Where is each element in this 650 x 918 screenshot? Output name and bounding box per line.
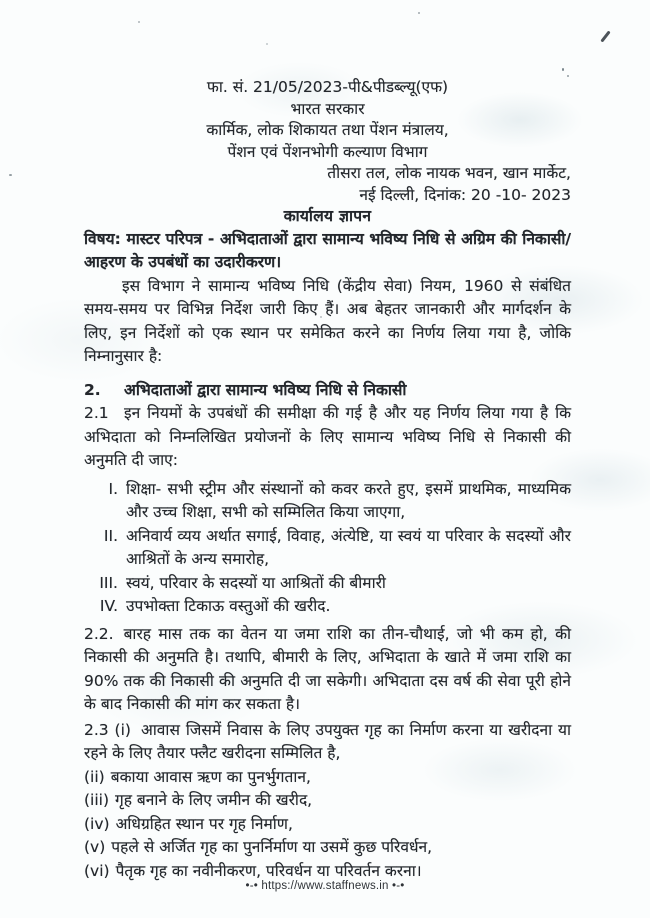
para-2-2 [84,623,571,717]
item-text: अनिवार्य व्यय अर्थात सगाई, विवाह, अंत्येष्टि, या स्वयं या परिवार के सदस्यों और आश्रितों के अन्य समारोह, [126,526,571,568]
item-marker: (iv) [84,814,110,833]
item-marker: I. [108,479,118,498]
memo-heading: कार्यालय ज्ञापन [283,207,372,225]
item-marker: (v) [84,838,106,856]
item-text: अधिग्रहित स्थान पर गृह निर्माण, [115,814,293,833]
section-title: अभिदाताओं द्वारा सामान्य भविष्य निधि से निकासी [124,380,407,399]
place-date-line: नई दिल्ली, दिनांक: 20 -10- 2023 [359,185,571,204]
section-2-heading [84,379,571,403]
para-2-1-text: इन नियमों के उपबंधों की समीक्षा की गई है और यह निर्णय लिया गया है कि अभिदाता को निम्नलिखित प्रयोजनों के लिए सामान्य भविष्य निधि से निकासी की अनुमति दी जाए: [84,404,571,469]
item-text: पैतृक गृह का नवीनीकरण, परिवर्धन या परिवर्तन करना। [115,861,422,880]
list-item [84,525,571,572]
item-text: स्वयं, परिवार के सदस्यों या आश्रितों की बीमारी [126,573,386,592]
para-2-1 [84,402,571,473]
scan-speck [9,174,12,176]
subject-line: विषय: मास्टर परिपत्र - अभिदाताओं द्वारा सामान्य भविष्य निधि से अग्रिम की निकासी/आहरण के उपबंधों का उदारीकरण। [84,229,571,271]
list-item [84,572,571,596]
para-2-3 [84,719,571,766]
item-text: बकाया आवास ऋण का पुनर्भुगतान, [110,767,311,786]
list-item [84,789,571,813]
department-name: पेंशन एवं पेंशनभोगी कल्याण विभाग [227,142,428,161]
item-marker: (vi) [84,861,110,880]
para-2-1-number: 2.1 [84,404,109,422]
address-line: तीसरा तल, लोक नायक भवन, खान मार्केट, [327,164,571,182]
withdrawal-purposes-list [84,478,571,619]
item-text: उपभोक्ता टिकाऊ वस्तुओं की खरीद. [126,597,331,615]
para-2-3-number: 2.3 (i) [84,720,131,739]
list-item [84,836,571,860]
intro-paragraph: इस विभाग ने सामान्य भविष्य निधि (केंद्रीय सेवा) नियम, 1960 से संबंधित समय-समय पर विभिन्न निर्देश जारी किए हैं। अब बेहतर जानकारी और मार्गदर्शन के लिए, इन निर्देशों को एक स्थान पर समेकित करने का निर्णय लिया गया है, जोकि निम्नानुसार है: [84,276,571,365]
item-text: गृह बनाने के लिए जमीन की खरीद, [115,791,313,809]
housing-purposes-list [84,766,571,884]
item-marker: (ii) [84,767,105,786]
memo-content [84,0,571,883]
item-marker: IV. [99,597,118,615]
item-text: पहले से अर्जित गृह का पुनर्निर्माण या उसमें कुछ परिवर्धन, [111,838,433,856]
item-text: शिक्षा- सभी स्ट्रीम और संस्थानों को कवर करते हुए, इसमें प्राथमिक, माध्यमिक और उच्च शिक्षा, सभी को सम्मिलित किया जाएगा, [126,479,571,521]
item-marker: III. [99,573,118,592]
section-number: 2. [84,380,101,399]
item-marker: II. [103,526,118,545]
list-item [84,478,571,525]
list-item [84,595,571,619]
scan-speck [600,30,610,42]
file-number-line: फा. सं. 21/05/2023-पी&पीडब्ल्यू(एफ) [206,78,449,96]
source-url-watermark: •-• https://www.staffnews.in •-• [245,880,405,892]
para-2-2-text: बारह मास तक का वेतन या जमा राशि का तीन-चौथाई, जो भी कम हो, की निकासी की अनुमति है। तथापि, बीमारी के लिए, अभिदाता के खाते में जमा राशि का 90% तक की निकासी की अनुमति दी जा सकेगी। अभिदाता दस वर्ष की सेवा पूरी होने के बाद निकासी की मांग कर सकता है। [84,624,571,713]
para-2-3-text: आवास जिसमें निवास के लिए उपयुक्त गृह का निर्माण करना या खरीदना या रहने के लिए तैयार फ्लैट खरीदना सम्मिलित है, [84,720,571,762]
item-marker: (iii) [84,791,110,809]
government-name: भारत सरकार [290,99,365,118]
list-item [84,766,571,790]
ministry-name: कार्मिक, लोक शिकायत तथा पेंशन मंत्रालय, [206,121,449,139]
list-item [84,813,571,837]
para-2-2-number: 2.2. [84,624,114,643]
